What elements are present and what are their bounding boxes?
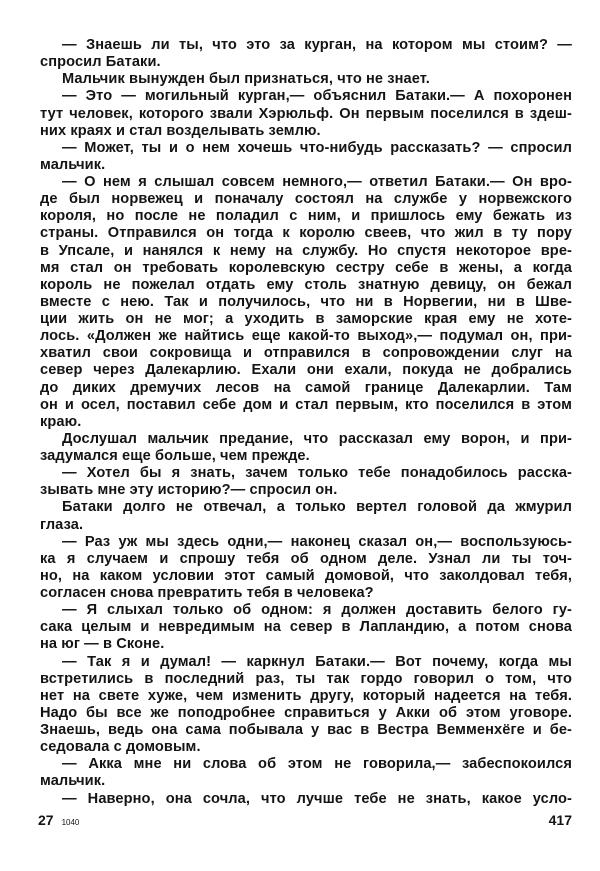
signature-number: 27: [38, 812, 54, 828]
text-line: них краях и стал возделывать землю.: [40, 122, 321, 139]
text-line: на юг — в Сконе.: [40, 636, 165, 653]
text-line: встретились в последний раз, ты так гордо говорил о том, что: [40, 670, 572, 687]
text-line: — Раз уж мы здесь одни,— наконец сказал он,— воспользуюсь-: [62, 533, 572, 550]
text-line: лось. «Должен же найтись еще какой-то выход»,— подумал он, при-: [40, 328, 572, 345]
text-line: мя стал он требовать королевскую сестру себе в жены, а когда: [40, 259, 572, 276]
text-line: Знаешь, ведь она сама побывала у вас в Вестра Вемменхёге и бе-: [40, 722, 572, 738]
text-line: де был норвежец и поначалу состоял на службе у норвежского: [40, 191, 572, 208]
text-line: нет на свете хуже, чем изменить другу, который надеется на тебя.: [40, 687, 572, 704]
page-body-text: [40, 37, 572, 808]
text-line: вместе с нею. Так и получилось, что ни в Норвегии, ни в Шве-: [40, 293, 572, 310]
text-line: глаза.: [40, 516, 84, 533]
text-line: сака целым и невредимым на север в Лапландию, а потом снова: [40, 619, 572, 636]
text-line: в Упсале, и нанялся к нему на службу. Но спустя некоторое вре-: [40, 242, 572, 259]
printer-signature: [38, 812, 79, 828]
text-line: король не пожелал отдать ему столь знатную девицу, он бежал: [40, 276, 572, 293]
text-line: зывать мне эту историю?— спросил он.: [40, 482, 338, 499]
text-line: мальчик.: [40, 773, 106, 790]
text-line: Мальчик вынужден был признаться, что не знает.: [62, 71, 430, 88]
text-line: ка я случаем и спрошу тебя об одном деле. Узнал ли ты точ-: [40, 550, 572, 567]
text-line: согласен снова превратить тебя в человека?: [40, 585, 374, 601]
page-number: 417: [548, 812, 572, 828]
text-line: мальчик.: [40, 156, 106, 173]
signature-code: 1040: [61, 818, 80, 827]
text-line: седовала с домовым.: [40, 739, 201, 756]
text-line: хватил свои сокровища и отправился в сопровождении слуг на: [40, 345, 572, 362]
text-line: север через Далекарлию. Ехали они ехали, покуда не добрались: [40, 362, 572, 379]
text-line: — Знаешь ли ты, что это за курган, на котором мы стоим? —: [62, 37, 572, 53]
text-line: краю.: [40, 413, 82, 430]
text-line: — Акка мне ни слова об этом не говорила,— забеспокоился: [62, 756, 572, 773]
text-line: — Может, ты и о нем хочешь что-нибудь рассказать? — спросил: [62, 139, 572, 156]
text-line: страны. Отправился он тогда к королю свеев, что жил в ту пору: [40, 225, 572, 242]
text-line: — Хотел бы я знать, зачем только тебе понадобилось расска-: [62, 465, 572, 482]
text-line: задумался еще больше, чем прежде.: [40, 448, 310, 464]
text-line: он и осел, поставил себе дом и стал первым, кто поселился в этом: [40, 396, 572, 413]
text-line: спросил Батаки.: [40, 54, 161, 71]
text-line: короля, но после не поладил с ним, и пришлось ему бежать из: [40, 208, 572, 225]
text-line: ции жить он не мог; а уходить в заморские края ему не хоте-: [40, 311, 572, 327]
page-footer: [38, 812, 572, 832]
text-line: Батаки долго не отвечал, а только вертел головой да жмурил: [62, 499, 572, 516]
text-line: до диких дремучих лесов на самой границе Далекарлии. Там: [40, 379, 572, 396]
text-line: Надо бы все же поподробнее справиться у Акки об этом уговоре.: [40, 704, 572, 721]
text-line: тут человек, которого звали Хэрюльф. Он первым поселился в здеш-: [40, 105, 572, 122]
text-line: Дослушал мальчик предание, что рассказал ему ворон, и при-: [62, 430, 572, 447]
text-line: но, на каком условии этот самый домовой, что заколдовал тебя,: [40, 567, 572, 584]
text-line: — Это — могильный курган,— объяснил Батаки.— А похоронен: [62, 88, 572, 105]
text-line: — Так я и думал! — каркнул Батаки.— Вот почему, когда мы: [62, 653, 572, 670]
text-line: — Я слыхал только об одном: я должен доставить белого гу-: [62, 602, 572, 619]
text-line: — О нем я слышал совсем немного,— ответил Батаки.— Он вро-: [62, 174, 572, 190]
text-line: — Наверно, она сочла, что лучше тебе не знать, какое усло-: [62, 790, 572, 807]
